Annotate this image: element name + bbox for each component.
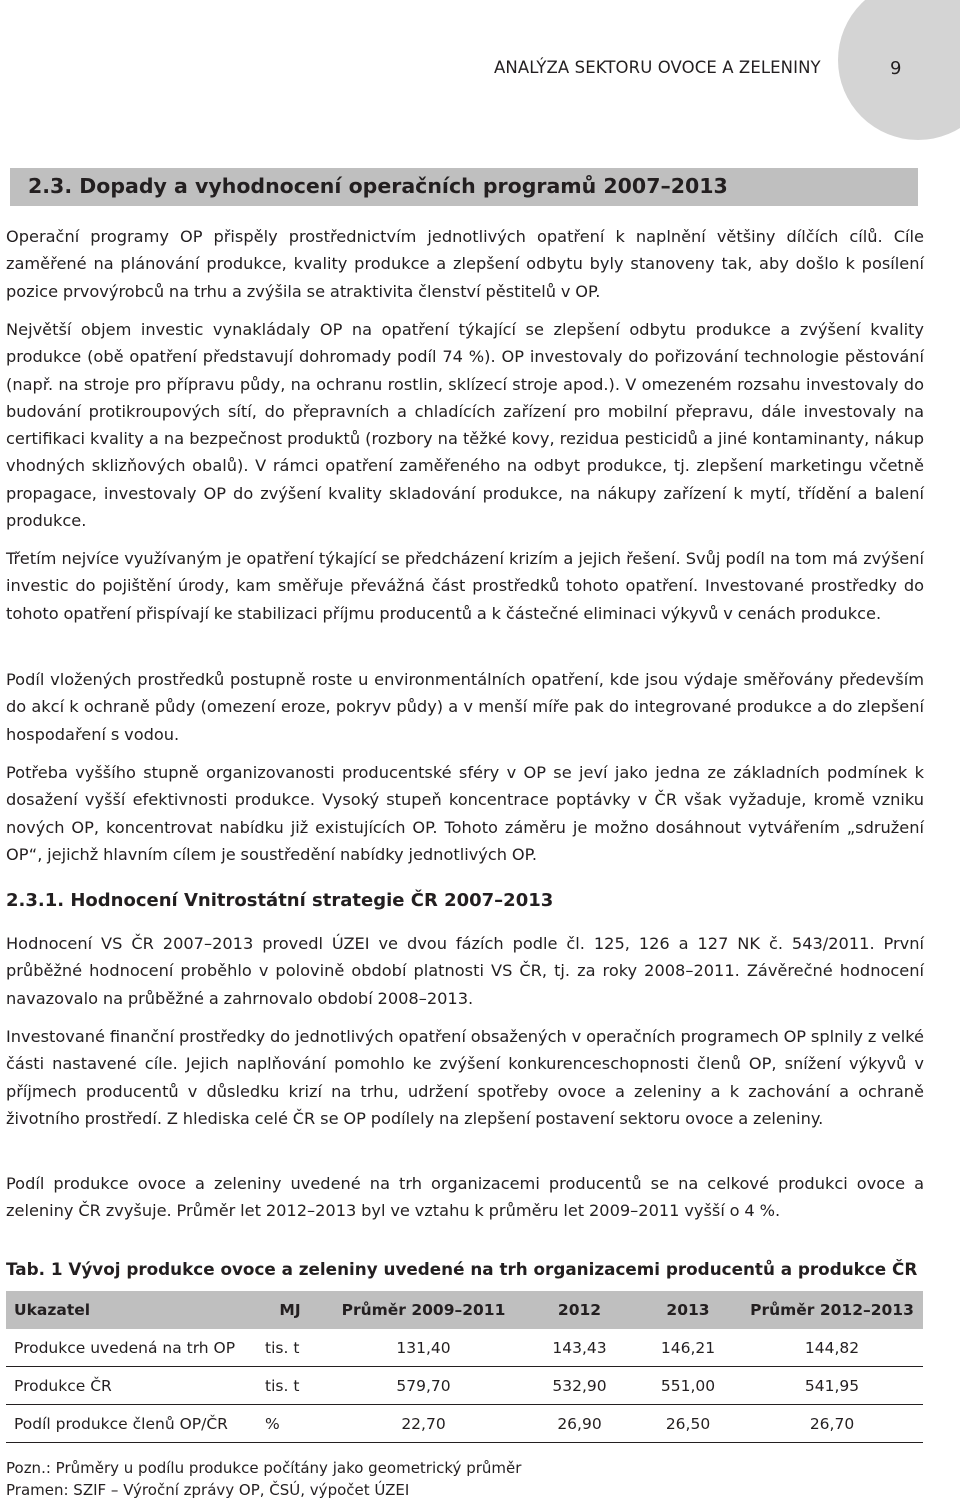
paragraph-1: Operační programy OP přispěly prostřednictvím jednotlivých opatření k naplnění většiny dílčích cílů. Cíle zaměřené na plánování produkce, kvality produkce a zlepšení odbytu byly stanoveny tak, aby došlo k posílení pozice prvovýrobců na trhu a zvýšila se atraktivita členství pěstitelů v OP.: [6, 227, 924, 301]
header-cell: Ukazatel: [6, 1291, 257, 1329]
table-header-row: [6, 1291, 923, 1329]
table-caption: Tab. 1 Vývoj produkce ovoce a zeleniny uvedené na trh organizacemi producentů a produkce ČR: [6, 1259, 918, 1279]
table-cell: 22,70: [323, 1405, 524, 1443]
table-cell: tis. t: [257, 1367, 323, 1405]
table-cell: Produkce ČR: [6, 1367, 257, 1405]
table-cell: Podíl produkce členů OP/ČR: [6, 1405, 257, 1443]
header-cell: Průměr 2012–2013: [741, 1291, 923, 1329]
table-cell: 26,50: [635, 1405, 741, 1443]
subsection-title: 2.3.1. Hodnocení Vnitrostátní strategie ČR 2007–2013: [6, 890, 554, 911]
header-cell: 2013: [635, 1291, 741, 1329]
paragraph-4: Podíl vložených prostředků postupně roste u environmentálních opatření, kde jsou výdaje směřovány především do akcí k ochraně půdy (omezení eroze, pokryv půdy) a v menší míře pak do integrované produkce a do zlepšení hospodaření s vodou.: [6, 670, 924, 744]
table-row: [6, 1405, 923, 1443]
table-note: Pozn.: Průměry u podílu produkce počítány jako geometrický průměr: [6, 1459, 522, 1477]
header-cell: Průměr 2009–2011: [323, 1291, 524, 1329]
section-heading: [10, 168, 918, 206]
table-cell: 26,90: [524, 1405, 635, 1443]
paragraph-5: Potřeba vyššího stupně organizovanosti producentské sféry v OP se jeví jako jedna ze základních podmínek k dosažení vyšší efektivnosti produkce. Vysoký stupeň koncentrace poptávky v ČR však vyžaduje, kromě vzniku nových OP, koncentrovat nabídku již existujících OP. Tohoto záměru je možno dosáhnout vytvářením „sdružení OP“, jejichž hlavním cílem je soustředění nabídky jednotlivých OP.: [6, 763, 924, 864]
subsection-paragraph-2: Investované finanční prostředky do jednotlivých opatření obsažených v operačních programech OP splnily z velké části nastavené cíle. Jejich naplňování pomohlo ke zvýšení konkurenceschopnosti členů OP, snížení výkyvů v příjmech producentů v důsledku krizí na trhu, udržení spotřeby ovoce a zeleniny a k zachování a ochraně životního prostředí. Z hlediska celé ČR se OP podílely na zlepšení postavení sektoru ovoce a zeleniny.: [6, 1027, 924, 1128]
paragraph-3: Třetím nejvíce využívaným je opatření týkající se předcházení krizím a jejich řešení. Svůj podíl na tom má zvýšení investic do pojištění úrody, kam směřuje převážná část prostředků tohoto opatření. Investované prostředky do tohoto opatření přispívají ke stabilizaci příjmu producentů a k částečné eliminaci výkyvů v cenách produkce.: [6, 549, 924, 623]
table-row: [6, 1367, 923, 1405]
page-number: 9: [890, 58, 902, 79]
subsection-paragraph-3: Podíl produkce ovoce a zeleniny uvedené na trh organizacemi producentů se na celkové produkci ovoce a zeleniny ČR zvyšuje. Průměr let 2012–2013 byl ve vztahu k průměru let 2009–2011 vyšší o 4 %.: [6, 1174, 924, 1221]
table-cell: tis. t: [257, 1329, 323, 1367]
section-title: 2.3. Dopady a vyhodnocení operačních programů 2007–2013: [28, 174, 728, 198]
table-cell: 579,70: [323, 1367, 524, 1405]
table-cell: 532,90: [524, 1367, 635, 1405]
paragraph-2: Největší objem investic vynakládaly OP na opatření týkající se zlepšení odbytu produkce a zvýšení kvality produkce (obě opatření představují dohromady podíl 74 %). OP investovaly do pořizování technologie pěstování (např. na stroje pro přípravu půdy, na ochranu rostlin, sklízecí stroje apod.). V omezeném rozsahu investovaly do budování protikroupových sítí, do přepravních a chladících zařízení pro mobilní přepravu, dále investovaly na certifikaci kvality a na bezpečnost produktů (rozbory na těžké kovy, rezidua pesticidů a jiné kontaminanty, nákup vhodných sklizňových obalů). V rámci opatření zaměřeného na odbyt produkce, tj. zlepšení marketingu včetně propagace, investovaly OP do zvýšení kvality skladování produkce, na nákupy zařízení k mytí, třídění a balení produkce.: [6, 320, 924, 531]
table-cell: 26,70: [741, 1405, 923, 1443]
table-cell: 144,82: [741, 1329, 923, 1367]
subsection-paragraph-1: Hodnocení VS ČR 2007–2013 provedl ÚZEI ve dvou fázích podle čl. 125, 126 a 127 NK č. 543/2011. První průběžné hodnocení proběhlo v polovině období platnosti VS ČR, tj. za roky 2008–2011. Závěrečné hodnocení navazovalo na průběžné a zahrnovalo období 2008–2013.: [6, 934, 924, 1008]
table-cell: Produkce uvedená na trh OP: [6, 1329, 257, 1367]
table-cell: 551,00: [635, 1367, 741, 1405]
table-cell: %: [257, 1405, 323, 1443]
table-source: Pramen: SZIF – Výroční zprávy OP, ČSÚ, výpočet ÚZEI: [6, 1481, 410, 1499]
running-header: ANALÝZA SEKTORU OVOCE A ZELENINY: [494, 58, 821, 77]
table-cell: 143,43: [524, 1329, 635, 1367]
table-cell: 131,40: [323, 1329, 524, 1367]
table-cell: 146,21: [635, 1329, 741, 1367]
header-cell: 2012: [524, 1291, 635, 1329]
table-row: [6, 1329, 923, 1367]
table-cell: 541,95: [741, 1367, 923, 1405]
header-cell: MJ: [257, 1291, 323, 1329]
data-table: [6, 1291, 923, 1443]
